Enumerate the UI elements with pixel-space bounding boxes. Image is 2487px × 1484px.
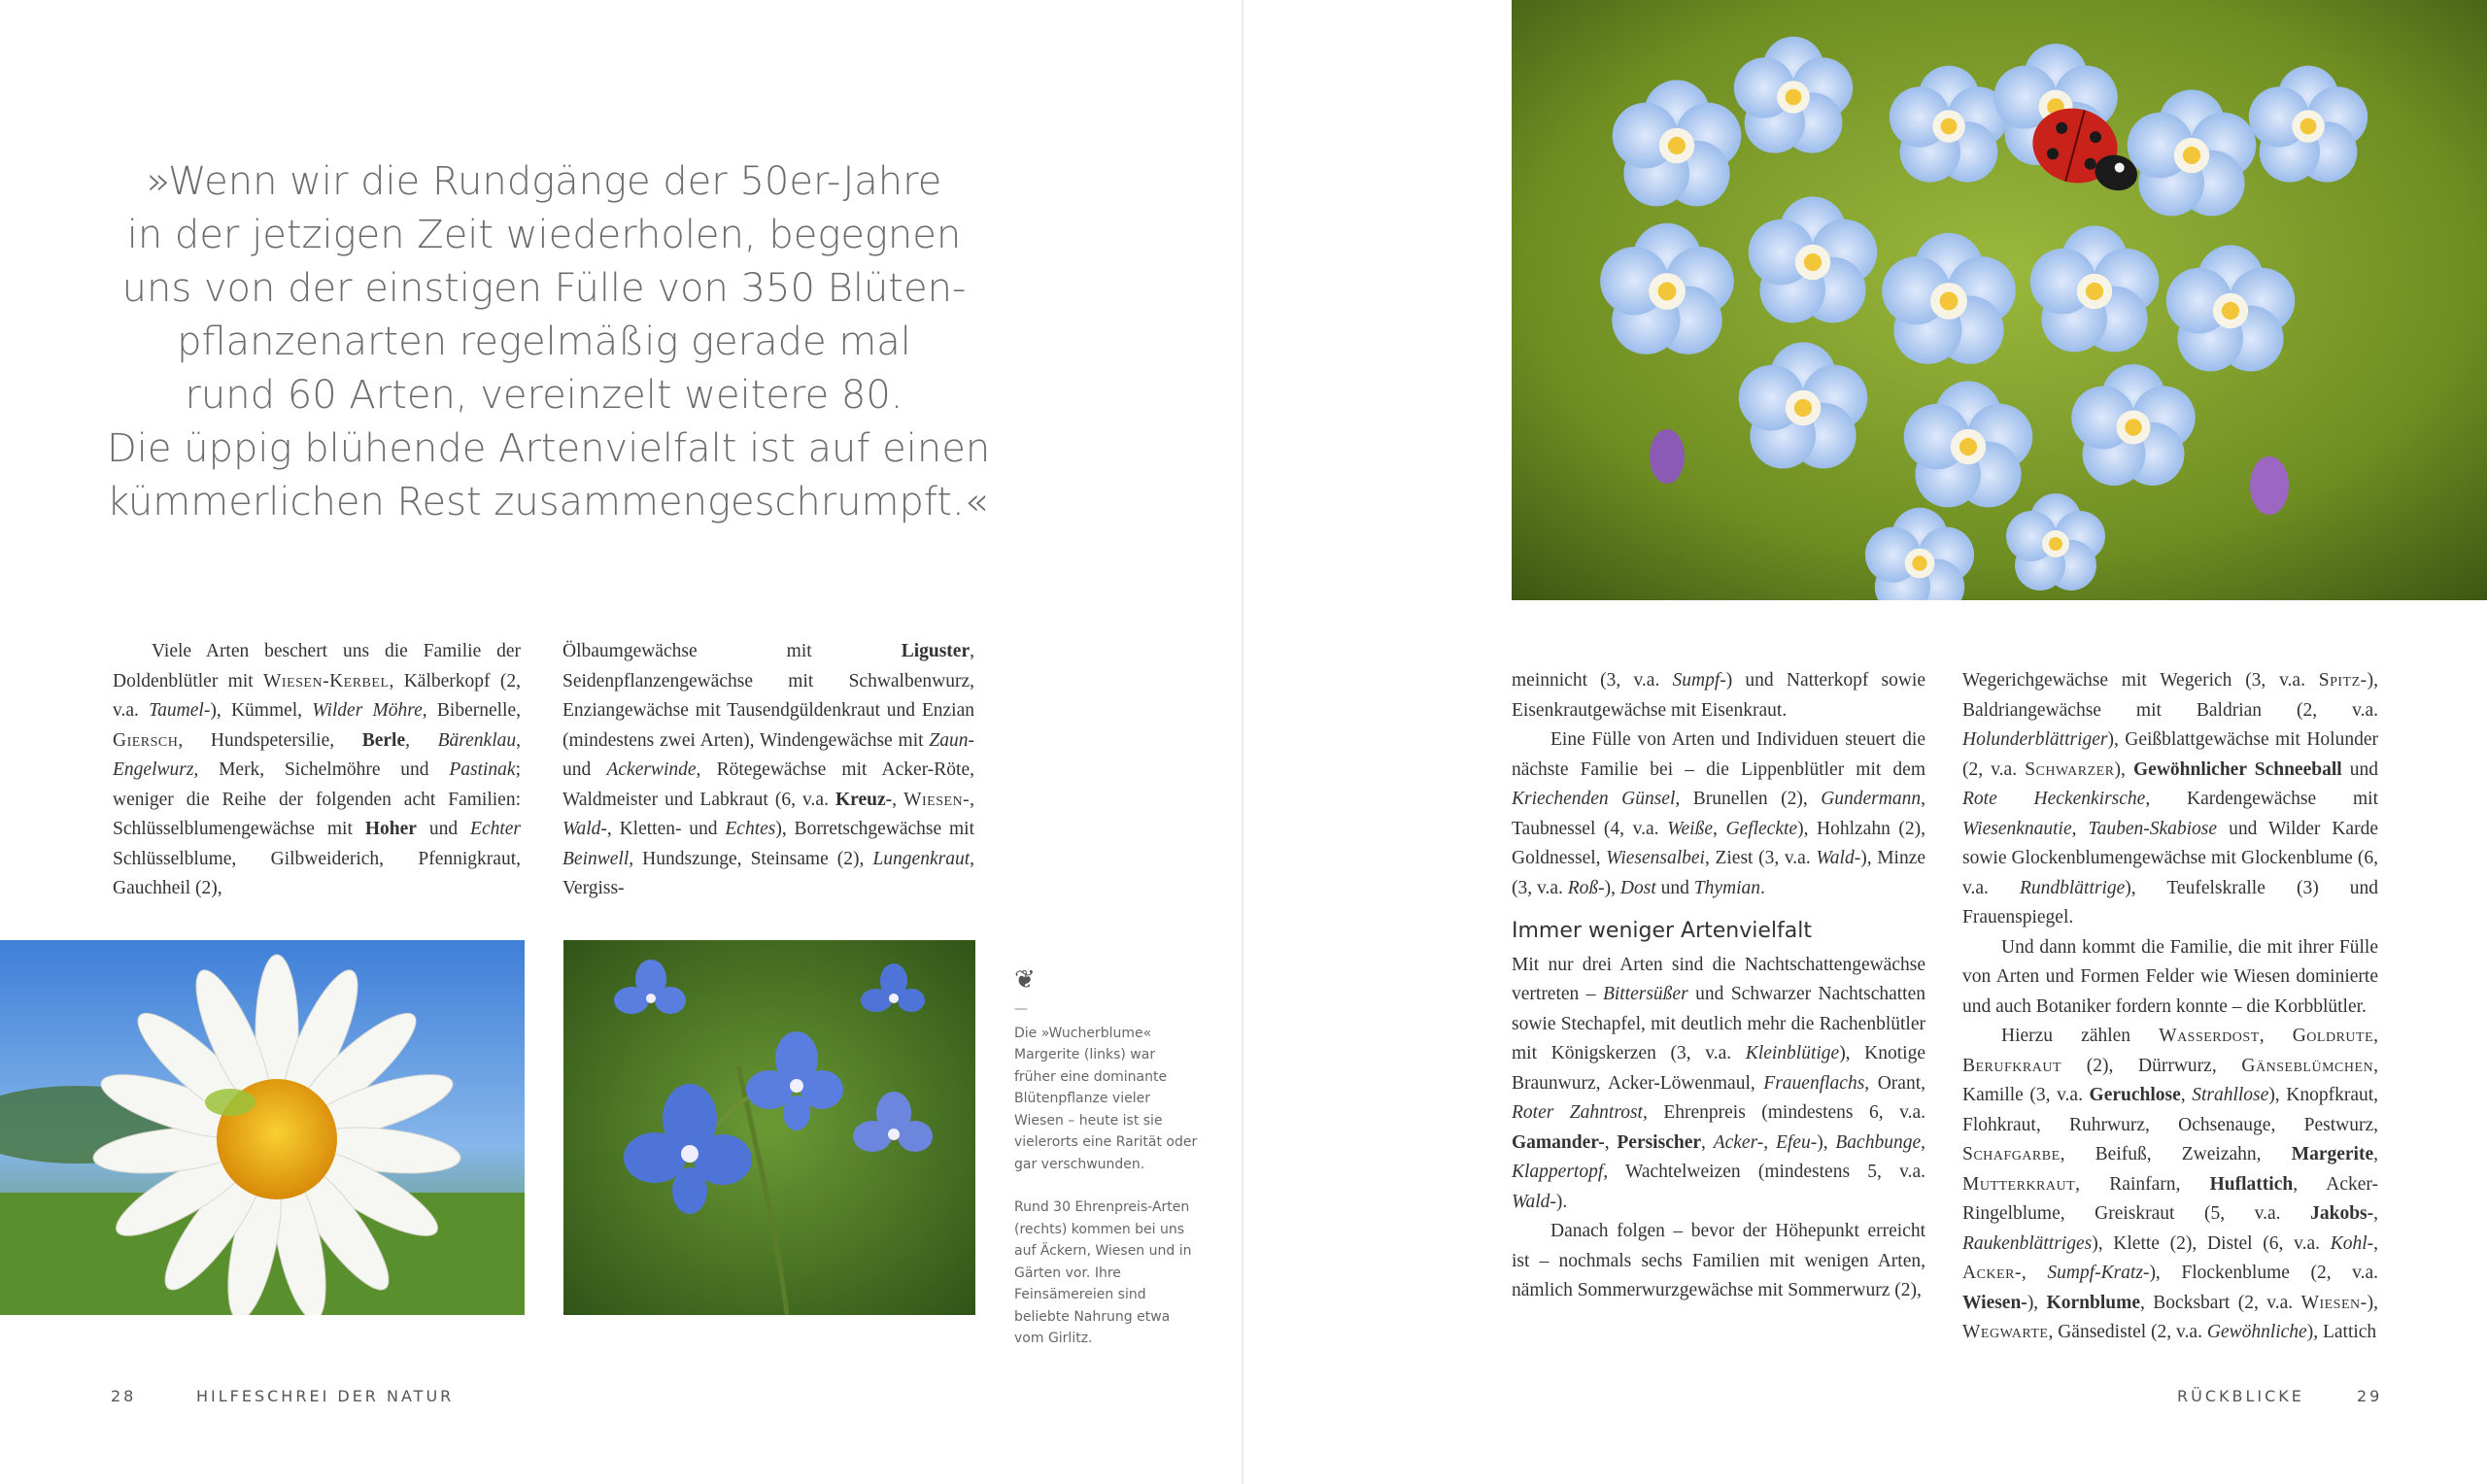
body-column-1: Viele Arten beschert uns die Familie der Doldenblütler mit Wiesen-Kerbel, Kälberkopf (2, v.a. Taumel-), Kümmel, Wilder Möhre, Bibernelle, Giersch, Hundspetersilie, Berle, Bärenklau, Engelwurz, Merk, Sichelmöhre und Pastinak; weniger die Reihe der folgenden acht Familien: Schlüsselblumengewächse mit Hoher und Echter Schlüsselblume, Gilbweiderich, Pfennigkraut, Gauchheil (2),	[113, 641, 522, 898]
body-column-4: Wegerichgewächse mit Wegerich (3, v.a. Spitz-), Baldriangewächse mit Baldrian (2, v.a. Holunderblättriger), Geißblattgewächse mit Holunder (2, v.a. Schwarzer), Gewöhnlicher Schneeball und Rote Heckenkirsche, Kardengewächse mit Wiesenknautie, Tauben-Skabiose und Wilder Karde sowie Glockenblumengewächse mit Glockenblume (6, v.a. Rundblättrige), Teufelskralle (3) und Frauenspiegel. Und dann kommt die Familie, die mit ihrer Fülle von Arten und Formen Felder wie Wiesen dominierte und auch Botaniker fordern konnte – die Korbblütler. Hierzu zählen Wasserdost, Goldrute, Berufkraut (2), Dürrwurz, Gänseblümchen, Kamille (3, v.a. Geruchlose, Strahllose), Knopfkraut, Flohkraut, Ruhrwurz, Ochsenauge, Pestwurz, Schafgarbe, Beifuß, Zweizahn, Margerite, Mutterkraut, Rainfarn, Huflattich, Acker-Ringelblume, Greiskraut (5, v.a. Jakobs-, Raukenblättriges), Klette (2), Distel (6, v.a. Kohl-, Acker-, Sumpf-Kratz-), Flockenblume (2, v.a. Wiesen-), Kornblume, Bocksbart (2, v.a. Wiesen-), Wegwarte, Gänsedistel (2, v.a. Gewöhnliche), Lattich	[1962, 670, 2379, 1342]
body-column-3: meinnicht (3, v.a. Sumpf-) und Natterkopf sowie Eisenkrautgewächse mit Eisenkraut. Eine Fülle von Arten und Individuen steuert die nächste Familie bei – die Lippenblütler mit dem Kriechenden Günsel, Brunellen (2), Gundermann, Taubnessel (4, v.a. Weiße, Gefleckte), Hohlzahn (2), Goldnessel, Wiesensalbei, Ziest (3, v.a. Wald-), Minze (3, v.a. Roß-), Dost und Thymian. Immer weniger Artenvielfalt Mit nur drei Arten sind die Nachtschattengewächse vertreten – Bittersüßer und Schwarzer Nachtschatten sowie Stechapfel, mit deutlich mehr die Rachenblütler mit Königskerzen (3, v.a. Kleinblütige), Knotige Braunwurz, Acker-Löwenmaul, Frauenflachs, Orant, Roter Zahntrost, Ehrenpreis (mindestens 6, v.a. Gamander-, Persischer, Acker-, Efeu-), Bachbunge, Klappertopf, Wachtelweizen (mindestens 5, v.a. Wald-). Danach folgen – bevor der Höhepunkt erreicht ist – nochmals sechs Familien mit wenigen Arten, nämlich Sommerwurzgewächse mit Sommerwurz (2),	[1512, 670, 1926, 1300]
photo-marguerite	[0, 940, 525, 1315]
forget-me-not-image	[1512, 0, 2487, 600]
caption-text-speedwell: Rund 30 Ehrenpreis-Arten (rechts) kommen bei uns auf Äckern, Wiesen und in Gärten vor. Ihre Feinsämereien sind beliebte Nahrung etwa vom Girlitz.	[1014, 1199, 1192, 1346]
page-number-right: 29	[2357, 1387, 2383, 1405]
quote-line: Die üppig blühende Artenvielfalt ist auf einen	[107, 426, 991, 471]
caption-text-marguerite: Die »Wucherblume« Margerite (links) war früher eine dominante Blütenpflanze vieler Wiesen – heute ist sie vielerorts eine Rarität oder gar verschwunden.	[1014, 1025, 1198, 1172]
caption-dash: —	[1014, 1001, 1028, 1017]
pull-quote	[107, 155, 991, 529]
photo-speedwell	[563, 940, 975, 1315]
quote-line: »Wenn wir die Rundgänge der 50er-Jahre	[146, 159, 942, 204]
section-heading: Immer weniger Artenvielfalt	[1512, 919, 1812, 943]
quote-line: pflanzenarten regelmäßig gerade mal	[177, 320, 911, 364]
quote-line: kümmerlichen Rest zusammengeschrumpft.«	[107, 480, 989, 524]
ornament-icon: ❦	[1014, 965, 1036, 995]
marguerite-image	[0, 940, 525, 1315]
running-head-left: HILFESCHREI DER NATUR	[196, 1387, 455, 1405]
body-column-2: Ölbaumgewächse mit Liguster, Seidenpflanzengewächse mit Schwalbenwurz, Enziangewächse mit Tausendgüldenkraut und Enzian (mindestens zwei Arten), Windengewächse mit Zaun- und Ackerwinde, Rötegewächse mit Acker-Röte, Waldmeister und Labkraut (6, v.a. Kreuz-, Wiesen-, Wald-, Kletten- und Echtes), Borretschgewächse mit Beinwell, Hundszunge, Steinsame (2), Lungenkraut, Vergiss-	[562, 641, 975, 898]
caption-marguerite-speedwell	[1014, 967, 1199, 1371]
page-number-left: 28	[111, 1387, 137, 1405]
running-head-right: RÜCKBLICKE	[2177, 1387, 2304, 1405]
speedwell-image	[563, 940, 975, 1315]
quote-line: in der jetzigen Zeit wiederholen, begegnen	[126, 213, 962, 257]
quote-line: rund 60 Arten, vereinzelt weitere 80.	[185, 373, 903, 418]
photo-forget-me-not	[1512, 0, 2487, 600]
right-page	[1244, 0, 2487, 1484]
quote-line: uns von der einstigen Fülle von 350 Blüten-	[121, 266, 967, 311]
